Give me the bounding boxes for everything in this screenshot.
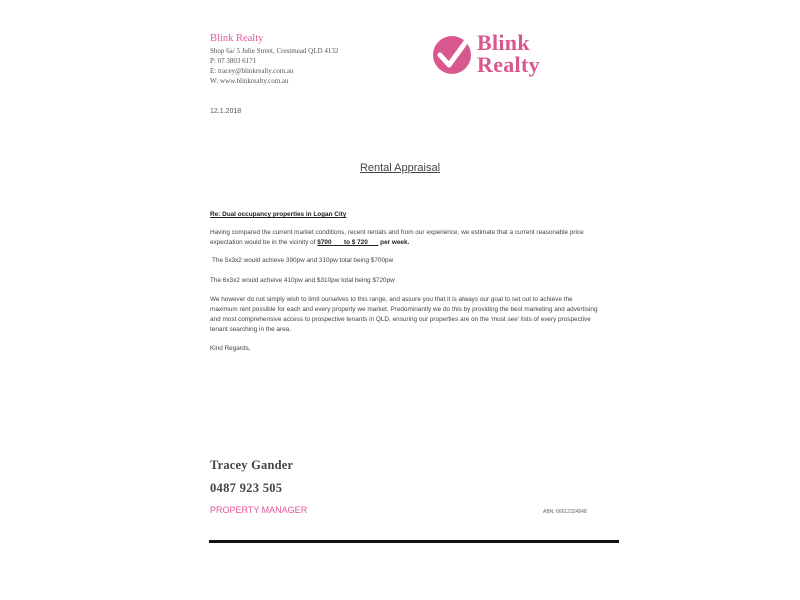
logo-word-realty: Realty (477, 52, 540, 77)
subject-line: Re: Dual occupancy properties in Logan City (210, 211, 347, 218)
paragraph-5x3x2: The 5x3x2 would achieve 390pw and 310pw total being $700pw (212, 257, 394, 264)
letter-date: 12.1.2018 (210, 108, 242, 115)
estimate-text: Having compared the current market conditions, recent rentals and from our experience, we estimate that a current reasonable price expectation would be in the vicinity of (210, 229, 584, 246)
signatory-role: PROPERTY MANAGER (210, 505, 308, 515)
price-range: $700 to $ 720 (317, 239, 379, 246)
company-email: E: tracey@blinkrealty.com.au (210, 67, 294, 75)
blink-realty-logo (432, 31, 592, 79)
document-title: Rental Appraisal (359, 162, 441, 174)
logo-word-blink: Blink (477, 30, 530, 55)
paragraph-goal: We however do not simply wish to limit ourselves to this range, and assure you that it is always our goal to set out to achieve the maximum rent possible for each and every property we market. Predominantly we do this by providing the best marketing and advertising and most comprehensive access to prospective tenants in QLD, ensuring our properties are on the 'must see' lists of every prospective tenant searching in the area. (210, 296, 598, 333)
per-week-text: per week. (378, 239, 410, 246)
company-website: W: www.blinkrealty.com.au (210, 77, 289, 85)
company-name: Blink Realty (210, 33, 264, 44)
signatory-phone: 0487 923 505 (210, 481, 283, 495)
footer-divider (209, 540, 619, 543)
paragraph-estimate (210, 228, 600, 248)
checkmark-circle-icon (432, 33, 476, 77)
company-address: Shop 6a/ 5 Julie Street, Crestmead QLD 4132 (210, 47, 339, 55)
closing-line: Kind Regards, (210, 345, 251, 352)
company-phone: P: 07 3803 6171 (210, 57, 257, 65)
abn-number: ABN: 66612324848 (543, 509, 587, 515)
paragraph-6x3x2: The 6x3x2 would acheive 410pw and $310pw total being $720pw (210, 277, 395, 284)
signatory-name: Tracey Gander (210, 458, 294, 472)
